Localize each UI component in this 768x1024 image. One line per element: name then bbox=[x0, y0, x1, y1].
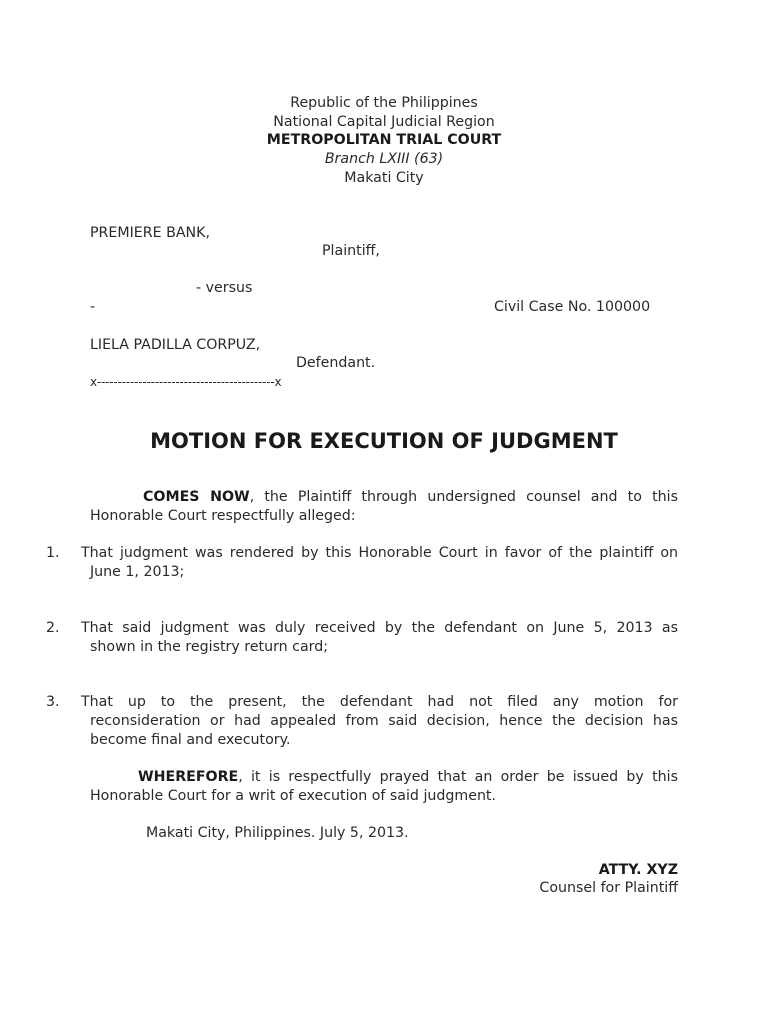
signature-name: ATTY. XYZ bbox=[598, 862, 678, 878]
prayer-line-1-rest: , it is respectfully prayed that an order be issued by this bbox=[238, 769, 678, 785]
item-3-line-2: reconsideration or had appealed from said decision, hence the decision has bbox=[90, 713, 678, 729]
header-city: Makati City bbox=[344, 170, 424, 186]
signature-role: Counsel for Plaintiff bbox=[539, 880, 678, 896]
item-2-line-1: That said judgment was duly received by the defendant on June 5, 2013 as bbox=[81, 620, 678, 636]
item-1-line-2: June 1, 2013; bbox=[90, 564, 185, 580]
versus-label: - versus bbox=[196, 280, 253, 296]
item-3 bbox=[81, 693, 678, 750]
item-1 bbox=[81, 544, 678, 582]
prayer-lead: WHEREFORE bbox=[138, 769, 239, 785]
item-3-line-1: That up to the present, the defendant had not filed any motion for bbox=[81, 694, 678, 710]
document-title: MOTION FOR EXECUTION OF JUDGMENT bbox=[150, 429, 618, 453]
plaintiff-role: Plaintiff, bbox=[322, 243, 380, 259]
prayer-line-2: Honorable Court for a writ of execution of said judgment. bbox=[90, 788, 497, 804]
prayer-paragraph bbox=[90, 768, 678, 806]
defendant-name: LIELA PADILLA CORPUZ, bbox=[90, 337, 261, 353]
item-2-line-2: shown in the registry return card; bbox=[90, 639, 329, 655]
item-3-number: 3. bbox=[46, 694, 60, 710]
item-1-number: 1. bbox=[46, 545, 60, 561]
header-branch: Branch LXIII (63) bbox=[324, 151, 444, 167]
versus-dash: - bbox=[90, 299, 96, 315]
prayer-line-1 bbox=[90, 768, 678, 787]
caption-separator: x-------------------------------------------x bbox=[90, 375, 282, 389]
intro-line-1-rest: , the Plaintiff through undersigned counsel and to this bbox=[249, 489, 678, 505]
date-line: Makati City, Philippines. July 5, 2013. bbox=[146, 825, 409, 841]
header-republic: Republic of the Philippines bbox=[290, 95, 478, 111]
header-region: National Capital Judicial Region bbox=[273, 114, 495, 130]
intro-paragraph bbox=[90, 488, 678, 526]
header-court: METROPOLITAN TRIAL COURT bbox=[266, 132, 502, 148]
item-1-line-1: That judgment was rendered by this Honorable Court in favor of the plaintiff on bbox=[81, 545, 678, 561]
intro-line-1 bbox=[90, 488, 678, 507]
item-2 bbox=[81, 619, 678, 657]
intro-line-2: Honorable Court respectfully alleged: bbox=[90, 508, 356, 524]
intro-lead: COMES NOW bbox=[143, 489, 250, 505]
plaintiff-name: PREMIERE BANK, bbox=[90, 225, 210, 241]
case-number: Civil Case No. 100000 bbox=[494, 299, 651, 315]
item-2-number: 2. bbox=[46, 620, 60, 636]
defendant-role: Defendant. bbox=[296, 355, 376, 371]
item-3-line-3: become final and executory. bbox=[90, 732, 291, 748]
